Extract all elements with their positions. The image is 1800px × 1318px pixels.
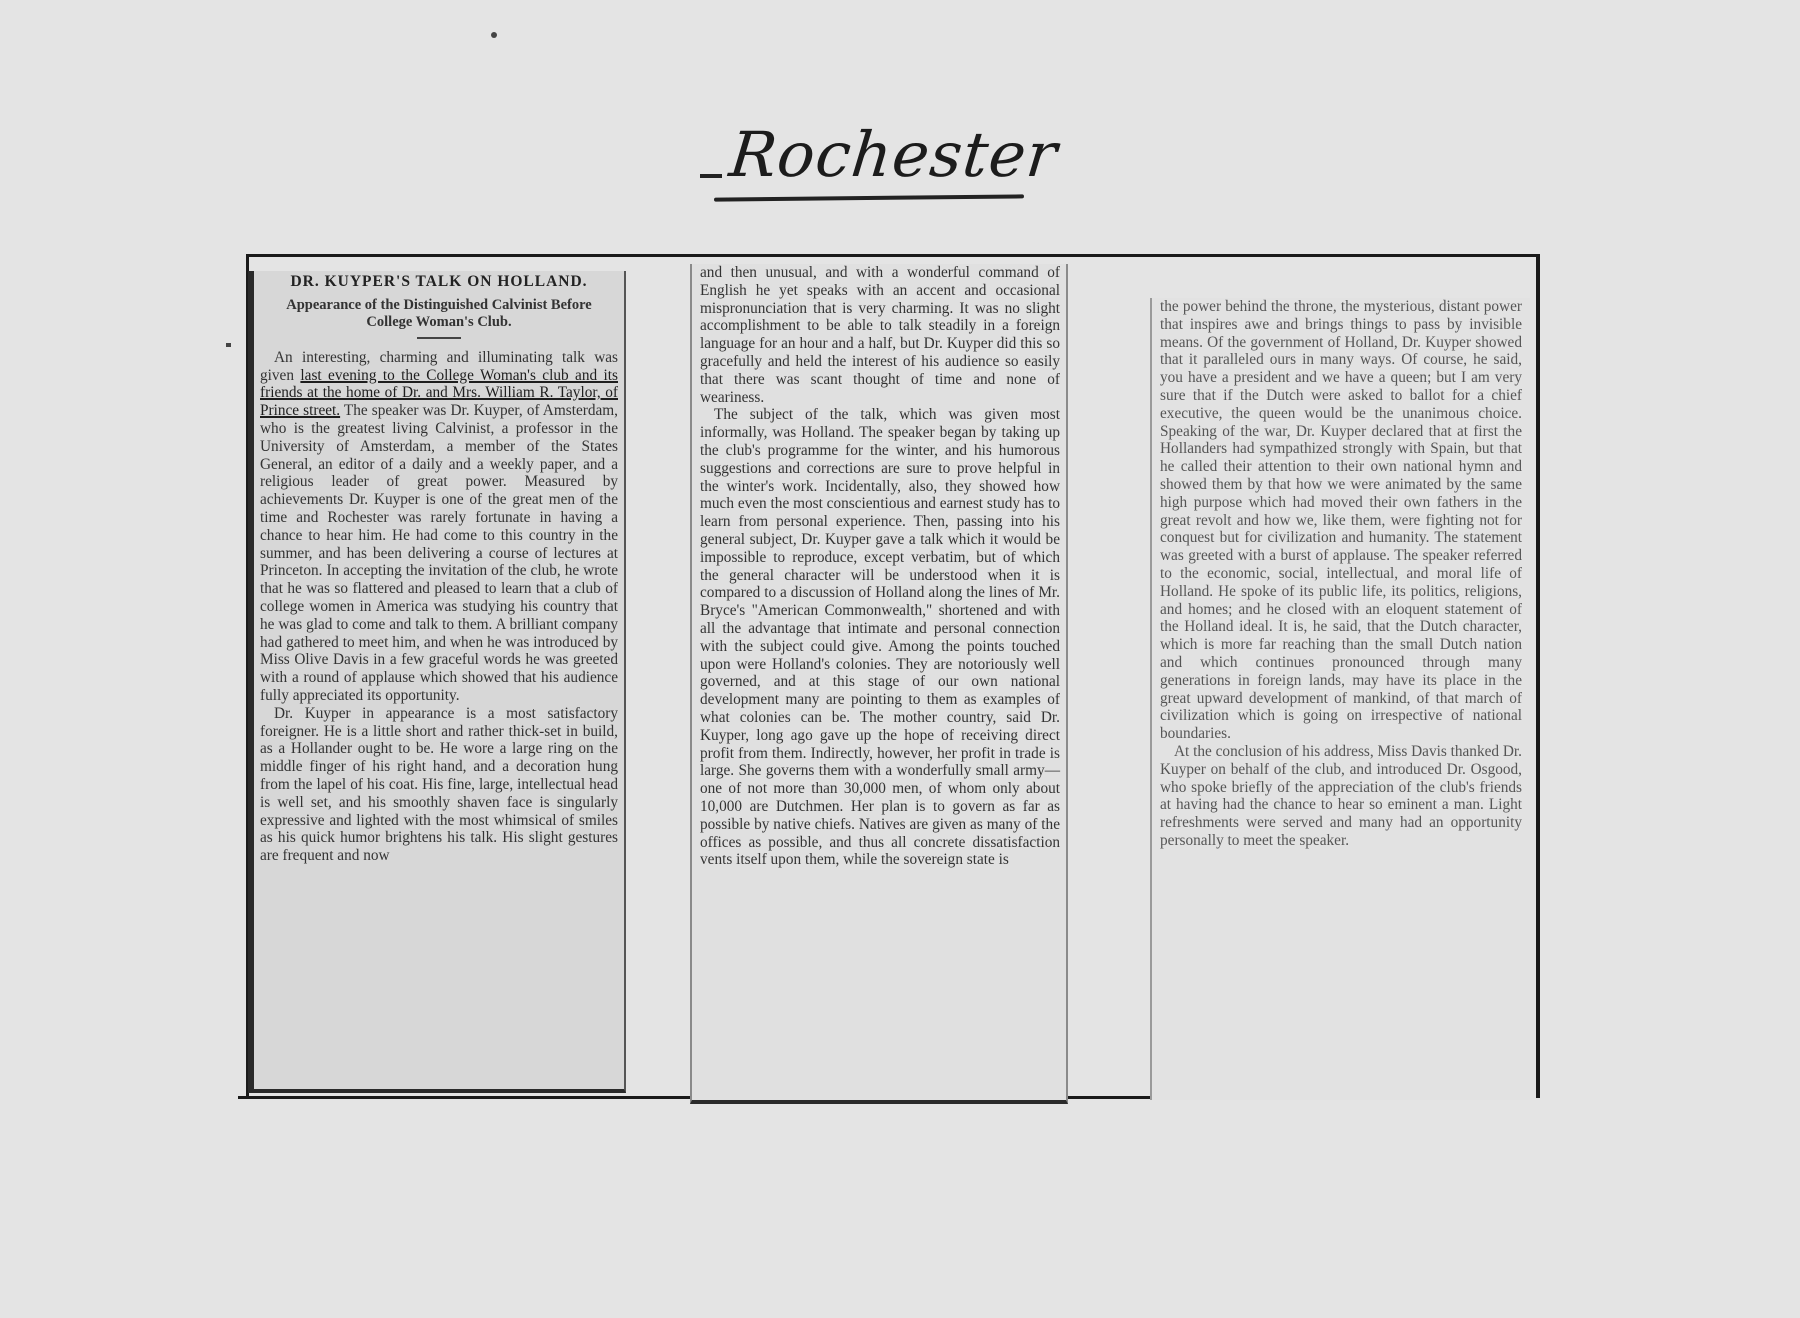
handwritten-title: Rochester (726, 118, 1062, 191)
handwritten-title-block (700, 118, 1062, 208)
article-column-2 (690, 264, 1068, 1104)
paragraph-text: An interesting, charming and illuminating talk was given (260, 348, 618, 384)
article-paragraph: At the conclusion of his address, Miss Davis thanked Dr. Kuyper on behalf of the club, and introduced Dr. Osgood, who spoke briefly of the appreciation of the club's friends at having had the chance to hear so eminent a man. Light refreshments were served and many had an opportunity personally to meet the speaker. (1160, 742, 1522, 849)
ink-speck (226, 343, 231, 347)
article-column-3 (1150, 298, 1530, 1100)
article-column-1 (248, 271, 626, 1093)
title-underline (714, 194, 1024, 201)
article-subheadline: Appearance of the Distinguished Calvinist Before College Woman's Club. (286, 296, 592, 330)
title-dash (700, 174, 722, 178)
ink-speck (491, 32, 497, 38)
article-headline: DR. KUYPER'S TALK ON HOLLAND. (290, 273, 588, 290)
article-paragraph: The subject of the talk, which was given most informally, was Holland. The speaker began by taking up the club's programme for the winter, and his humorous suggestions and corrections are sure to prove helpful in the winter's work. Incidentally, also, they showed how much even the most conscientious and earnest study has to learn from personal experience. Then, passing into his general subject, Dr. Kuyper gave a talk which it would be impossible to reproduce, except verbatim, but of which the general character will be understood when it is compared to a discussion of Holland along the lines of Mr. Bryce's "American Commonwealth," shortened and with all the advantage that intimate and personal connection with the subject could give. Among the points touched upon were Holland's colonies. They are notoriously well governed, and at this stage of our own national development many are pointing to them as examples of what colonies can be. The mother country, said Dr. Kuyper, long ago gave up the hope of receiving direct profit from them. Indirectly, however, her profit in trade is large. She governs them with a wonderfully small army—one of not more than 30,000 men, of whom only about 10,000 are Dutchmen. Her plan is to govern as far as possible by native chiefs. Natives are given as many of the offices as possible, and thus all concrete dissatisfaction vents itself upon them, while the sovereign state is (700, 406, 1060, 869)
article-paragraph: and then unusual, and with a wonderful command of English he yet speaks with an accent and occasional mispronunciation that is very charming. It was no slight accomplishment to be able to talk steadily in a foreign language for an hour and a half, but Dr. Kuyper did this so gracefully and held the interest of his audience so easily that there was scant thought of time and none of weariness. (700, 264, 1060, 406)
headline-divider (417, 337, 461, 339)
article-paragraph (260, 349, 618, 705)
paragraph-text: The speaker was Dr. Kuyper, of Amsterdam, who is the greatest living Calvinist, a professor in the University of Amsterdam, a member of the States General, an editor of a daily and a weekly paper, and a religious leader of great power. Measured by achievements Dr. Kuyper is one of the great men of the time and Rochester was rarely fortunate in having a chance to hear him. He had come to this country in the summer, and has been delivering a course of lectures at Princeton. In accepting the invitation of the club, he wrote that he was so flattered and pleased to learn that a club of college women in America was studying his country that he was glad to come and talk to them. A brilliant company had gathered to meet him, and when he was introduced by Miss Olive Davis in a few graceful words he was greeted with a round of applause which showed that his audience fully appreciated its opportunity. (260, 402, 618, 704)
underlined-text: last evening to the College Woman's club and its friends at the home of Dr. and Mrs. William R. Taylor, of Prince street. (260, 366, 618, 420)
article-paragraph: Dr. Kuyper in appearance is a most satisfactory foreigner. He is a little short and rather thick-set in build, as a Hollander ought to be. He wore a large ring on the middle finger of his right hand, and a decoration hung from the lapel of his coat. His fine, large, intellectual head is well set, and his smoothly shaven face is singularly expressive and lighted with the most whimsical of smiles as his quick humor brightens his talk. His slight gestures are frequent and now (260, 704, 618, 865)
article-paragraph: the power behind the throne, the mysterious, distant power that inspires awe and brings things to pass by invisible means. Of the government of Holland, Dr. Kuyper showed that it paralleled ours in many ways. Of course, he said, you have a president and we have a queen; but I am very sure that if the Dutch were asked to ballot for a chief executive, the queen would be the unanimous choice. Speaking of the war, Dr. Kuyper declared that at first the Hollanders had sympathized strongly with Spain, but that he called their attention to their own national hymn and showed them by that how we were animated by the same high purpose which had moved their own fathers in the great revolt and how we, like them, were fighting not for conquest but for civilization and humanity. The statement was greeted with a burst of applause. The speaker referred to the economic, social, intellectual, and moral life of Holland. He spoke of its public life, its politics, religions, and homes; and he closed with an eloquent statement of the Holland ideal. It is, he said, that the Dutch character, which is more far reaching than the small Dutch nation and which continues pronounced through many generations in foreign lands, may have its place in the great upward development of mankind, of that march of civilization which is going on irrespective of national boundaries. (1160, 298, 1522, 743)
